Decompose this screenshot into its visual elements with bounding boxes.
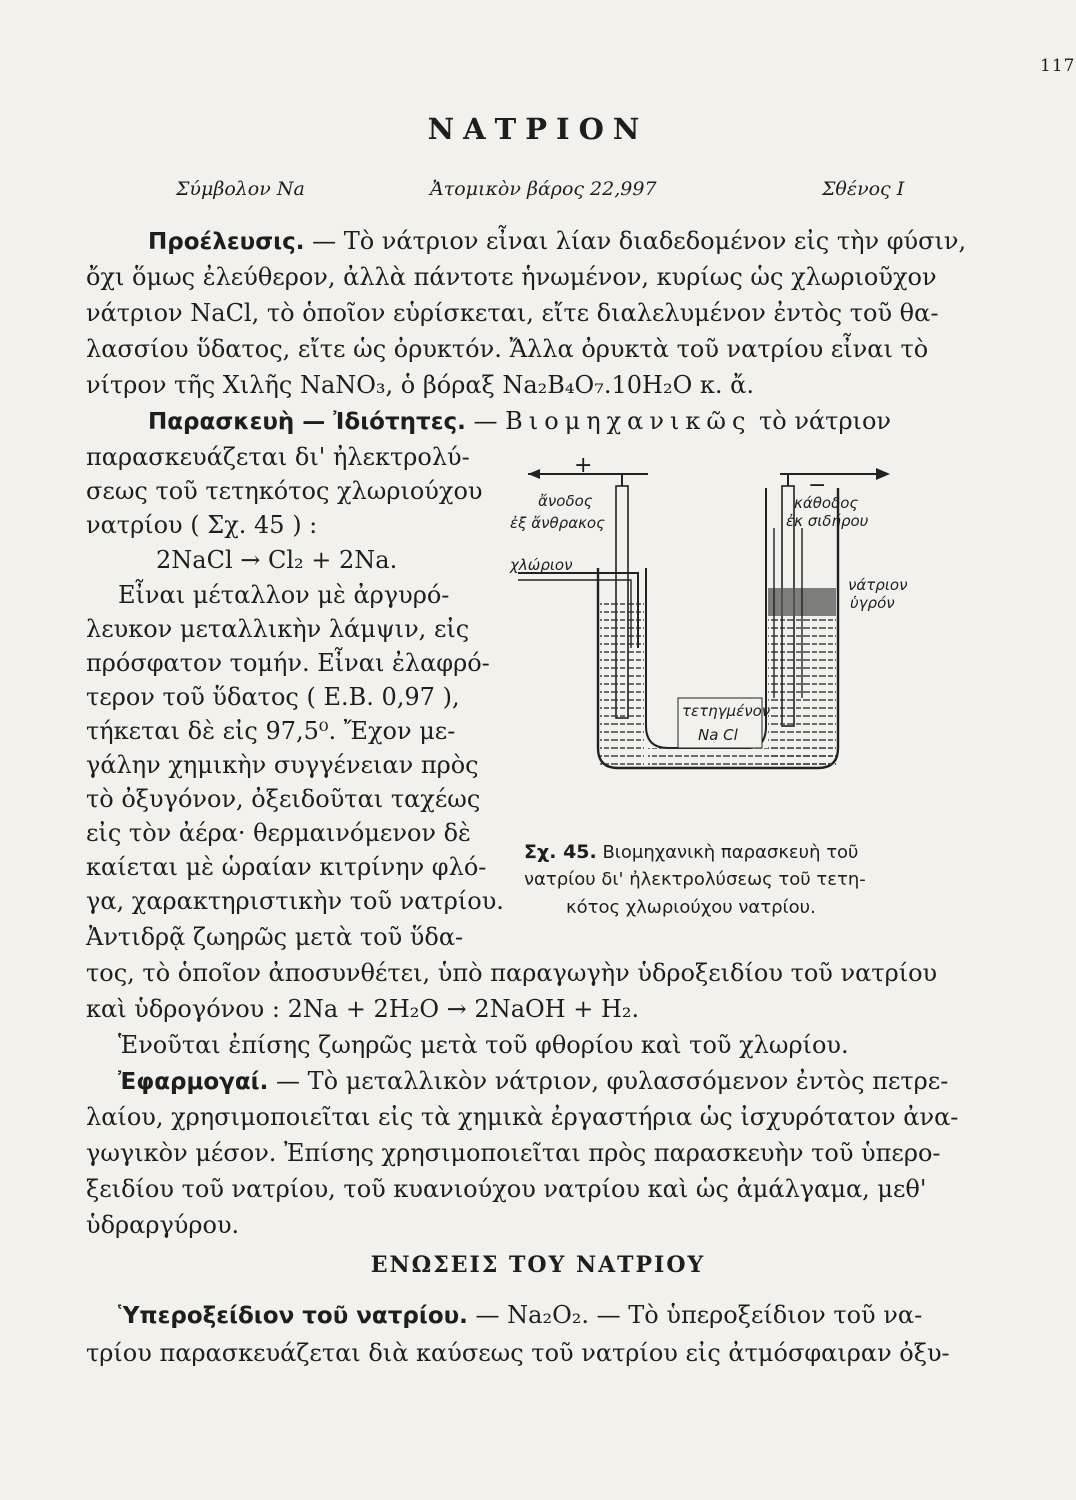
page-number: 117 <box>1040 56 1076 76</box>
text-line <box>118 1300 922 1331</box>
page-title: ΝΑΤΡΙΟΝ <box>427 112 649 146</box>
cathode-arrowhead <box>876 468 890 480</box>
text-line <box>148 226 966 257</box>
sodium-label: νάτριον <box>848 576 908 594</box>
equation: καὶ ὑδρογόνου : 2Na + 2H₂O → 2NaOH + H₂. <box>86 995 640 1023</box>
text-line: ξειδίου τοῦ νατρίου, τοῦ κυανιούχου νατρίου καὶ ὡς ἀμάλγαμα, μεθ' <box>86 1175 927 1203</box>
text-line: λαίου, χρησιμοποιεῖται εἰς τὰ χημικὰ ἐργαστήρια ὡς ἰσχυρότατον ἀνα- <box>86 1103 959 1131</box>
molten-salt-bottom <box>648 748 836 766</box>
text-line: σεως τοῦ τετηκότος χλωριούχου <box>86 477 483 505</box>
text-line: τερον τοῦ ὕδατος ( Ε.Β. 0,97 ), <box>86 683 460 711</box>
nacl-label: Na Cl <box>698 726 738 744</box>
section-heading: ΕΝΩΣΕΙΣ ΤΟΥ ΝΑΤΡΙΟΥ <box>370 1252 706 1278</box>
plus-sign: + <box>574 453 593 478</box>
caption-line: νατρίου δι' ἠλεκτρολύσεως τοῦ τετη- <box>524 869 866 890</box>
text-line: γωγικὸν μέσον. Ἐπίσης χρησιμοποιεῖται πρὸς παρασκευὴν τοῦ ὑπερο- <box>86 1139 941 1167</box>
text-line: νίτρον τῆς Χιλῆς NaNO₃, ὁ βόραξ Na₂B₄O₇.10H₂O κ. ἄ. <box>86 371 754 399</box>
caption-line: κότος χλωριούχου νατρίου. <box>566 897 816 918</box>
text-span: — <box>465 407 506 435</box>
text-line: ὄχι ὅμως ἐλεύθερον, ἀλλὰ πάντοτε ἡνωμένον, κυρίως ὡς χλωριοῦχον <box>86 263 937 291</box>
section-head-applications: Ἐφαρμογαί. <box>118 1069 269 1095</box>
text-line: νάτριον NaCl, τὸ ὁποῖον εὑρίσκεται, εἴτε διαλελυμένον ἐντὸς τοῦ θα- <box>86 299 939 327</box>
text-line <box>148 406 891 437</box>
electrolysis-diagram <box>498 448 938 788</box>
text-line: γα, χαρακτηριστικὴν τοῦ νατρίου. <box>86 887 504 915</box>
liquid-label: ὑγρόν <box>850 594 895 612</box>
text-span: — Na₂O₂. — Τὸ ὑπεροξείδιον τοῦ να- <box>467 1301 923 1329</box>
meta-symbol: Σύμβολον Na <box>176 178 305 200</box>
text-line: γάλην χημικὴν συγγένειαν πρὸς <box>86 751 479 779</box>
meta-valence: Σθένος I <box>822 178 905 200</box>
text-line: Ἑνοῦται ἐπίσης ζωηρῶς μετὰ τοῦ φθορίου καὶ τοῦ χλωρίου. <box>118 1031 849 1059</box>
text-span: — Τὸ μεταλλικὸν νάτριον, φυλασσόμενον ἐντὸς πετρε- <box>268 1067 949 1095</box>
cathode-label: κάθοδος <box>794 494 859 512</box>
anode-material-label: ἐξ ἄνθρακος <box>510 514 605 532</box>
minus-sign: − <box>808 473 827 498</box>
text-line: νατρίου ( Σχ. 45 ) : <box>86 511 318 539</box>
text-line: τος, τὸ ὁποῖον ἀποσυνθέτει, ὑπὸ παραγωγὴν ὑδροξειδίου τοῦ νατρίου <box>86 959 938 987</box>
text-line: πρόσφατον τομήν. Εἶναι ἐλαφρό- <box>86 649 490 677</box>
text-span: — Τὸ νάτριον εἶναι λίαν διαδεδομένον εἰς τὴν φύσιν, <box>304 227 967 255</box>
text-line: τήκεται δὲ εἰς 97,5⁰. Ἔχον με- <box>86 717 456 745</box>
text-line: Ἀντιδρᾷ ζωηρῶς μετὰ τοῦ ὕδα- <box>86 923 464 951</box>
text-line: λασσίου ὕδατος, εἴτε ὡς ὀρυκτόν. Ἄλλα ὀρυκτὰ τοῦ νατρίου εἶναι τὸ <box>86 335 929 363</box>
text-span: Βιομηχανικῶς <box>505 407 752 435</box>
text-line: καίεται μὲ ὡραίαν κιτρίνην φλό- <box>86 853 487 881</box>
cathode-material-label: ἐκ σιδήρου <box>786 512 869 530</box>
equation: 2NaCl → Cl₂ + 2Na. <box>156 546 398 574</box>
text-line: Εἶναι μέταλλον μὲ ἀργυρό- <box>118 581 450 609</box>
figure-caption <box>524 840 858 865</box>
text-line: λευκον μεταλλικὴν λάμψιν, εἰς <box>86 615 470 643</box>
text-line <box>118 1066 948 1097</box>
section-head-preparation: Παρασκευὴ — Ἰδιότητες. <box>148 409 466 435</box>
chlorine-label: χλώριον <box>510 556 573 574</box>
molten-label: τετηγμένον <box>682 702 771 720</box>
text-line: εἰς τὸν ἀέρα· θερμαινόμενον δὲ <box>86 819 471 847</box>
text-line: ὑδραργύρου. <box>86 1211 240 1239</box>
text-line: τρίου παρασκευάζεται διὰ καύσεως τοῦ νατρίου εἰς ἀτμόσφαιραν ὀξυ- <box>86 1339 950 1367</box>
section-head-origin: Προέλευσις. <box>148 229 305 255</box>
text-span: τὸ νάτριον <box>751 407 892 435</box>
meta-atomic-weight: Ἀτομικὸν βάρος 22,997 <box>430 178 657 200</box>
text-line: παρασκευάζεται δι' ἠλεκτρολύ- <box>86 443 470 471</box>
anode-label: ἄνοδος <box>538 492 593 510</box>
text-line: τὸ ὀξυγόνον, ὀξειδοῦται ταχέως <box>86 785 481 813</box>
caption-number: Σχ. 45. <box>524 841 597 863</box>
section-head-peroxide: Ὑπεροξείδιον τοῦ νατρίου. <box>118 1303 468 1329</box>
caption-text: Βιομηχανικὴ παρασκευὴ τοῦ <box>596 842 859 863</box>
anode-arrowhead <box>528 469 540 479</box>
